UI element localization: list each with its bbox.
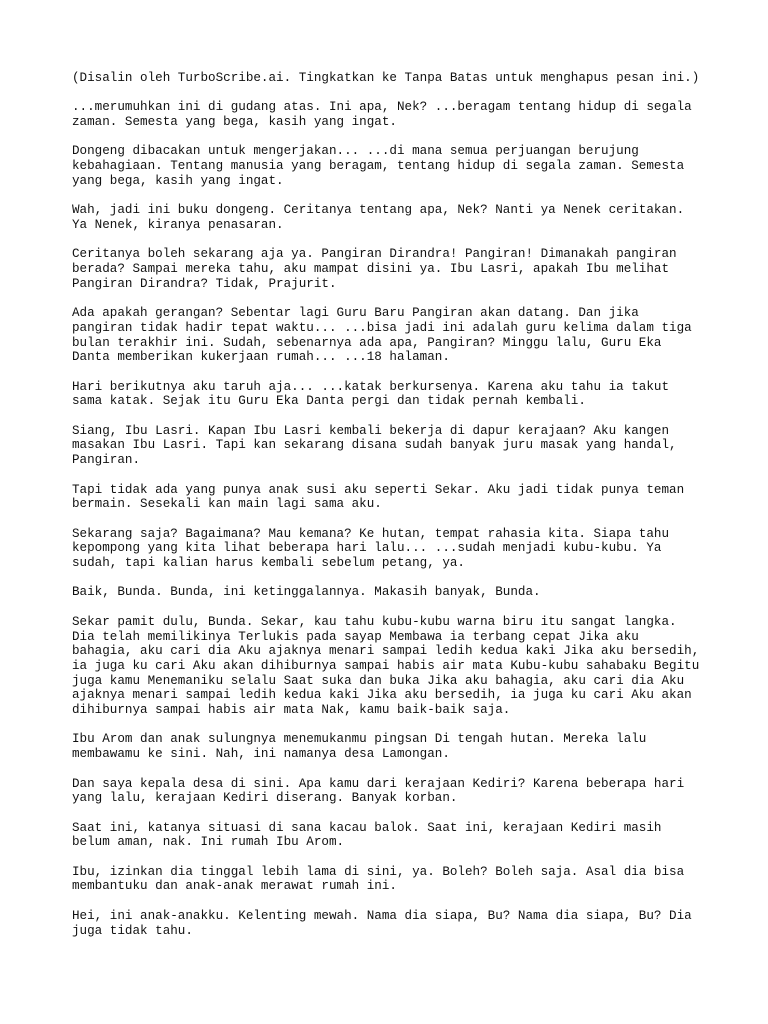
paragraph: Sekarang saja? Bagaimana? Mau kemana? Ke hutan, tempat rahasia kita. Siapa tahu kepompong yang kita lihat beberapa hari lalu... ...sudah menjadi kubu-kubu. Ya sudah, tapi kalian harus kembali sebelum petang, ya. [72, 526, 670, 571]
paragraph: Siang, Ibu Lasri. Kapan Ibu Lasri kembali bekerja di dapur kerajaan? Aku kangen masakan Ibu Lasri. Tapi kan sekarang disana sudah banyak juru masak yang handal, Pangiran. [72, 423, 677, 468]
document-page [72, 71, 712, 953]
paragraph: Wah, jadi ini buku dongeng. Ceritanya tentang apa, Nek? Nanti ya Nenek ceritakan. Ya Nenek, kiranya penasaran. [72, 203, 685, 232]
paragraph: Ada apakah gerangan? Sebentar lagi Guru Baru Pangiran akan datang. Dan jika pangiran tidak hadir tepat waktu... ...bisa jadi ini adalah guru kelima dalam tiga bulan terakhir ini. Sudah, sebenarnya ada apa, Pangiran? Minggu lalu, Guru Eka Danta memberikan kukerjaan rumah... ...18 halaman. [72, 306, 692, 365]
paragraph: ...merumuhkan ini di gudang atas. Ini apa, Nek? ...beragam tentang hidup di segala zaman. Semesta yang bega, kasih yang ingat. [72, 100, 692, 130]
paragraph: Hei, ini anak-anakku. Kelenting mewah. Nama dia siapa, Bu? Nama dia siapa, Bu? Dia juga tidak tahu. [72, 908, 692, 938]
paragraph: Hari berikutnya aku taruh aja... ...katak berkursenya. Karena aku tahu ia takut sama katak. Sejak itu Guru Eka Danta pergi dan tidak pernah kembali. [72, 379, 670, 409]
paragraph: Saat ini, katanya situasi di sana kacau balok. Saat ini, kerajaan Kediri masih belum aman, nak. Ini rumah Ibu Arom. [72, 820, 662, 850]
paragraph: Sekar pamit dulu, Bunda. Sekar, kau tahu kubu-kubu warna biru itu sangat langka. Dia telah memilikinya Terlukis pada sayap Membawa ia terbang cepat Jika aku bahagia, aku cari dia Aku ajaknya menari sampai ledih kedua kaki Jika aku bersedih, ia juga ku cari Aku akan dihiburnya sampai habis air mata Kubu-kubu sahabaku Begitu juga kamu Menemaniku selalu Saat suka dan buka Jika aku bahagia, aku cari dia Aku ajaknya menari sampai ledih kedua kaki Jika aku bersedih, ia juga ku cari Aku akan dihiburnya sampai habis air mata Nak, kamu baik-baik saja. [72, 614, 700, 718]
paragraph: Ibu Arom dan anak sulungnya menemukanmu pingsan Di tengah hutan. Mereka lalu membawamu ke sini. Nah, ini namanya desa Lamongan. [72, 732, 647, 762]
watermark-notice: (Disalin oleh TurboScribe.ai. Tingkatkan ke Tanpa Batas untuk menghapus pesan ini.) [72, 71, 700, 85]
paragraph: Dongeng dibacakan untuk mengerjakan... ...di mana semua perjuangan berujung kebahagiaan. Tentang manusia yang beragam, tentang hidup di segala zaman. Semesta yang bega, kasih yang ingat. [72, 144, 685, 188]
paragraph: Baik, Bunda. Bunda, ini ketinggalannya. Makasih banyak, Bunda. [72, 585, 541, 600]
paragraph: Tapi tidak ada yang punya anak susi aku seperti Sekar. Aku jadi tidak punya teman bermain. Sesekali kan main lagi sama aku. [72, 482, 685, 512]
paragraph: Dan saya kepala desa di sini. Apa kamu dari kerajaan Kediri? Karena beberapa hari yang lalu, kerajaan Kediri diserang. Banyak korban. [72, 776, 685, 806]
paragraph: Ceritanya boleh sekarang aja ya. Pangiran Dirandra! Pangiran! Dimanakah pangiran berada? Sampai mereka tahu, aku mampat disini ya. Ibu Lasri, apakah Ibu melihat Pangiran Dirandra? Tidak, Prajurit. [72, 247, 677, 291]
paragraph: Ibu, izinkan dia tinggal lebih lama di sini, ya. Boleh? Boleh saja. Asal dia bisa membantuku dan anak-anak merawat rumah ini. [72, 864, 685, 894]
